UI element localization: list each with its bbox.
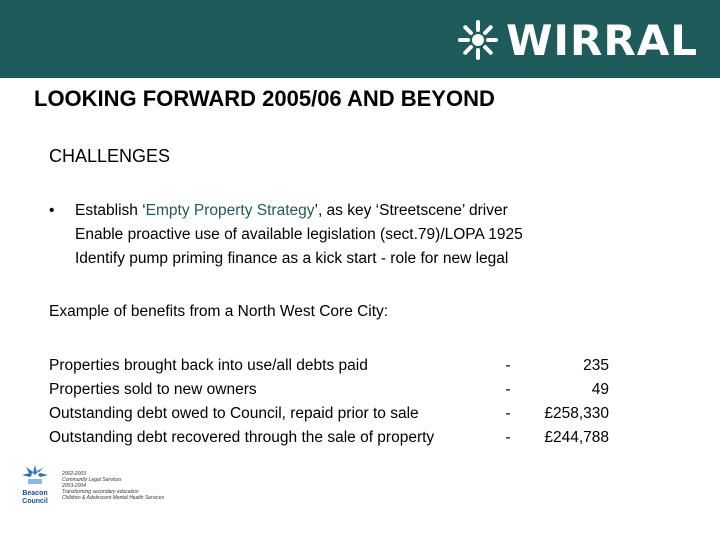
bullet-icon: • <box>49 202 55 219</box>
beacon-note: Transforming secondary education <box>62 489 139 495</box>
beacon-label-line2: Council <box>22 498 48 505</box>
challenges-heading: CHALLENGES <box>49 146 171 166</box>
beacon-notes <box>62 471 164 501</box>
wirral-flower-icon <box>456 18 500 62</box>
stat-row <box>49 354 609 378</box>
stat-dash: - <box>505 357 511 374</box>
example-heading: Example of benefits from a North West Core City: <box>49 303 389 320</box>
logo-text: WIRRAL <box>506 15 698 65</box>
beacon-note: 2003-2004 <box>62 483 86 489</box>
stat-value: 49 <box>591 381 609 398</box>
stat-row <box>49 402 609 426</box>
empty-property-strategy: Empty Property Strategy <box>145 202 315 219</box>
stat-label: Outstanding debt recovered through the sale of property <box>49 429 435 446</box>
stat-dash: - <box>505 429 511 446</box>
stat-row <box>49 426 609 450</box>
stat-value: £244,788 <box>544 429 609 446</box>
benefits-table <box>49 354 609 450</box>
challenge-text-suffix: ’, as key ‘Streetscene’ driver <box>314 202 508 219</box>
stat-value: £258,330 <box>544 405 609 422</box>
stat-dash: - <box>505 381 511 398</box>
beacon-note: Children & Adolescent Mental Health Services <box>62 495 165 501</box>
header-band <box>0 0 720 78</box>
stat-label: Outstanding debt owed to Council, repaid prior to sale <box>49 405 419 422</box>
beacon-note: 2002-2003 <box>62 471 86 477</box>
beacon-star-icon <box>22 465 48 485</box>
wirral-logo <box>456 14 698 66</box>
beacon-note: Community Legal Services <box>62 477 122 483</box>
stat-label: Properties sold to new owners <box>49 381 257 398</box>
challenge-item: Enable proactive use of available legislation (sect.79)/LOPA 1925 <box>75 226 523 243</box>
challenges-list <box>49 199 523 271</box>
challenge-text-prefix: Establish ‘ <box>75 202 146 219</box>
beacon-label-line1: Beacon <box>22 490 48 497</box>
challenge-item: Identify pump priming finance as a kick start - role for new legal <box>75 250 509 267</box>
stat-label: Properties brought back into use/all debts paid <box>49 357 368 374</box>
beacon-council-badge <box>16 465 164 515</box>
challenge-item <box>49 199 523 223</box>
stat-value: 235 <box>583 357 609 374</box>
stat-dash: - <box>505 405 511 422</box>
stat-row <box>49 378 609 402</box>
page-title: LOOKING FORWARD 2005/06 AND BEYOND <box>34 86 495 111</box>
beacon-logo <box>16 465 54 506</box>
